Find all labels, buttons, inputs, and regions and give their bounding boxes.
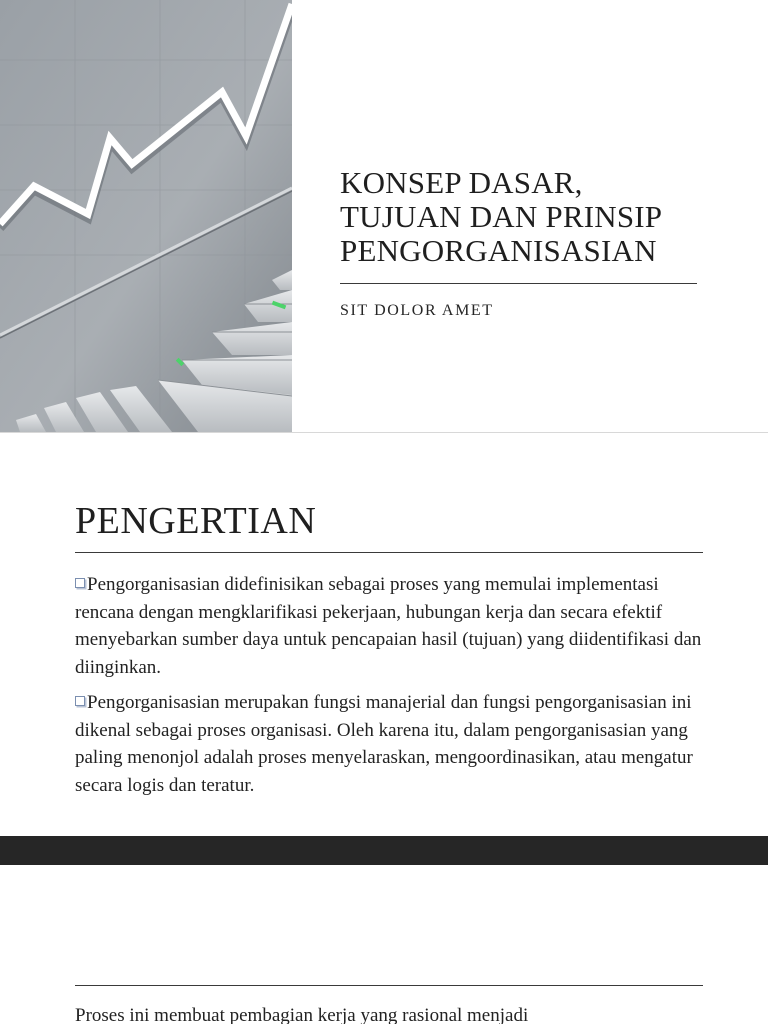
square-bullet-icon — [75, 578, 85, 588]
process-slide — [0, 865, 768, 1024]
list-item — [75, 571, 705, 681]
slide-transition-band — [0, 836, 768, 865]
list-item — [75, 689, 705, 799]
body-text: Proses ini membuat pembagian kerja yang rasional menjadi — [75, 1005, 529, 1024]
definition-slide — [0, 433, 768, 836]
stairs-arrow-photo — [0, 0, 292, 432]
slide-subtitle: SIT DOLOR AMET — [340, 302, 494, 319]
title-slide — [0, 0, 768, 432]
section-divider — [75, 985, 703, 986]
section-divider — [75, 552, 703, 553]
bullet-text: Pengorganisasian didefinisikan sebagai proses yang memulai implementasi rencana dengan mengklarifikasi pekerjaan, hubungan kerja dan secara efektif menyebarkan sumber daya untuk pencapaian hasil (tujuan) yang diidentifikasi dan diinginkan. — [75, 574, 702, 678]
bullet-text: Pengorganisasian merupakan fungsi manajerial dan fungsi pengorganisasian ini dikenal sebagai proses organisasi. Oleh karena itu, dalam pengorganisasian yang paling menonjol adalah proses menyelaraskan, mengoordinasikan, atau mengatur secara logis dan teratur. — [75, 692, 693, 796]
bullet-list — [75, 571, 705, 807]
slide-title: KONSEP DASAR, TUJUAN DAN PRINSIP PENGORGANISASIAN — [340, 165, 663, 268]
title-block — [340, 166, 740, 268]
title-divider — [340, 283, 697, 284]
section-title: PENGERTIAN — [75, 500, 317, 542]
square-bullet-icon — [75, 696, 85, 706]
